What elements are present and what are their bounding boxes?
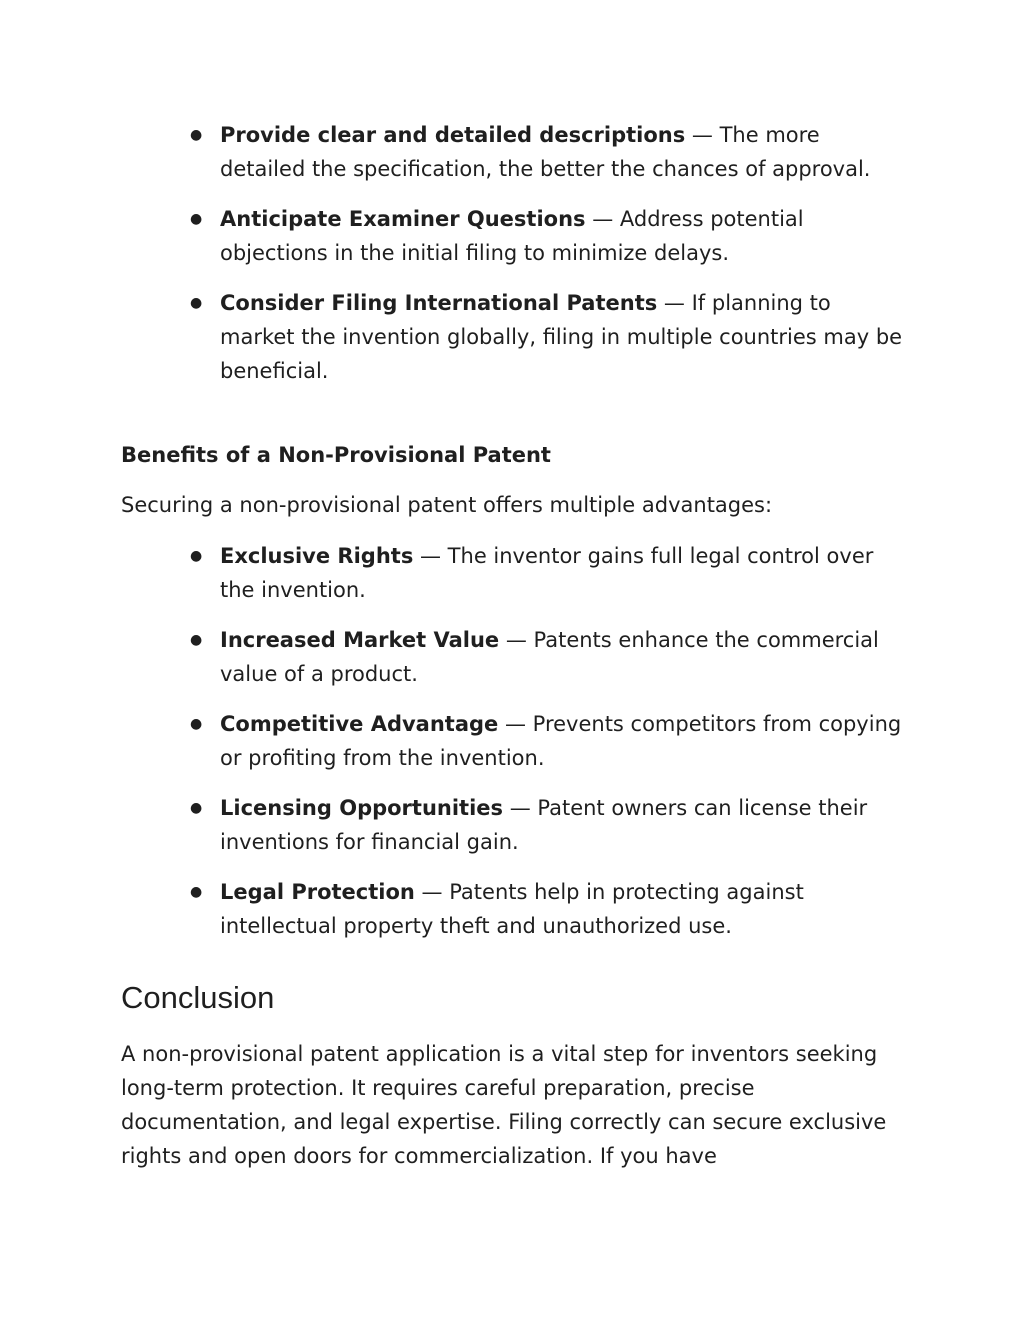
item-text: — Address potential objections in the initial filing to minimize delays. [220,207,804,265]
item-title: Consider Filing International Patents [220,291,658,315]
bullet-icon: ● [190,295,203,311]
bullet-icon: ● [190,716,203,732]
item-text: — The more detailed the specification, the better the chances of approval. [220,123,871,181]
item-text: — The inventor gains full legal control over the invention. [220,544,874,602]
list-item [190,202,910,270]
list-item [190,707,910,775]
list-item [190,539,910,607]
bullet-icon: ● [190,127,203,143]
item-title: Provide clear and detailed descriptions [220,123,686,147]
item-title: Competitive Advantage [220,712,499,736]
item-title: Licensing Opportunities [220,796,504,820]
bullet-icon: ● [190,884,203,900]
item-title: Increased Market Value [220,628,500,652]
item-text: — Patent owners can license their inventions for financial gain. [220,796,868,854]
bullet-icon: ● [190,632,203,648]
item-title: Exclusive Rights [220,544,414,568]
item-text: — Patents enhance the commercial value of a product. [220,628,879,686]
conclusion-heading: Conclusion [121,980,275,1015]
benefits-intro: Securing a non-provisional patent offers multiple advantages: [121,493,773,517]
bullet-icon: ● [190,211,203,227]
list-item [190,791,910,859]
bullet-icon: ● [190,800,203,816]
bullet-icon: ● [190,548,203,564]
item-title: Anticipate Examiner Questions [220,207,586,231]
list-item [190,875,910,943]
item-text: — Prevents competitors from copying or profiting from the invention. [220,712,902,770]
list-item [190,623,910,691]
item-text: — Patents help in protecting against intellectual property theft and unauthorized use. [220,880,804,938]
benefits-heading: Benefits of a Non-Provisional Patent [121,443,551,467]
tips-list [190,118,910,404]
list-item [190,286,910,388]
benefits-list [190,539,910,959]
item-title: Legal Protection [220,880,415,904]
conclusion-paragraph: A non-provisional patent application is a vital step for inventors seeking long-term protection. It requires careful preparation, precise documentation, and legal expertise. Filing correctly can secure exclusive rights and open doors for commercialization. If you have [121,1042,887,1168]
list-item [190,118,910,186]
item-text: — If planning to market the invention globally, filing in multiple countries may be beneficial. [220,291,903,383]
